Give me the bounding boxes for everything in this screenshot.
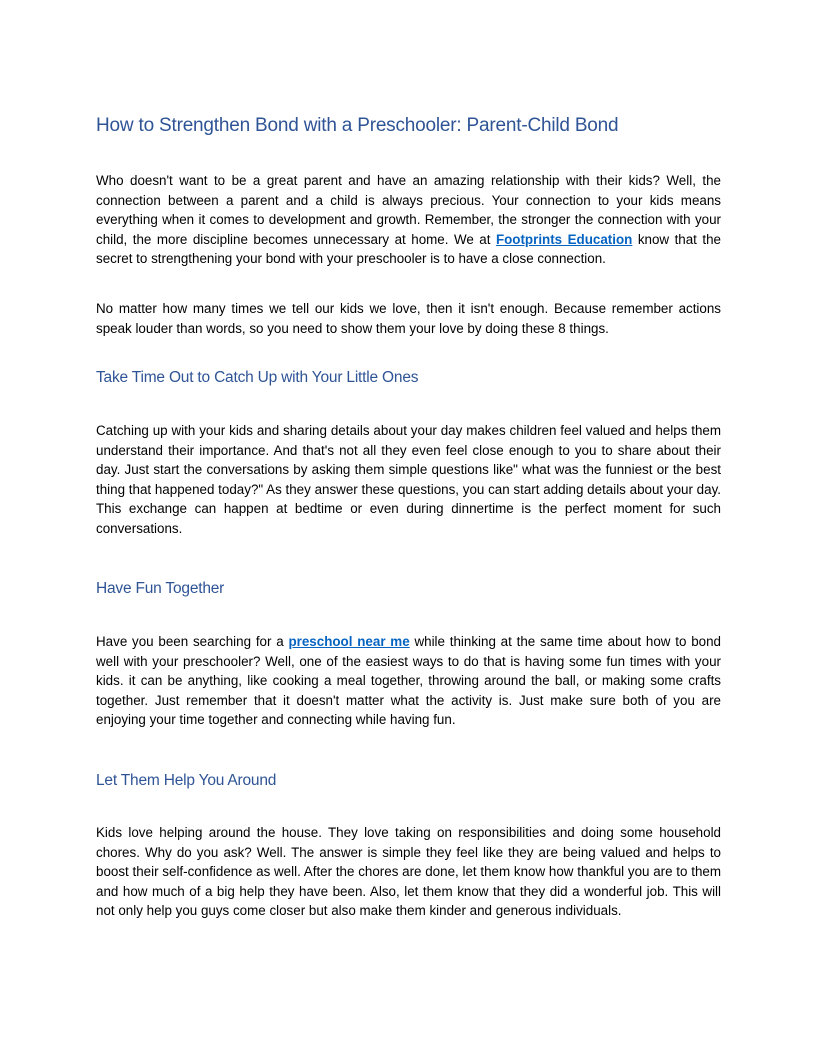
preschool-near-me-link[interactable]: preschool near me (288, 634, 410, 649)
intro-paragraph-1 (96, 171, 721, 269)
section-body-catch-up: Catching up with your kids and sharing details about your day makes children feel valued and helps them understand their importance. And that's not all they even feel close enough to you to share about their day. Just start the conversations by asking them simple questions like" what was the funniest or the best thing that happened today?" As they answer these questions, you can start adding details about your day. This exchange can happen at bedtime or even during dinnertime is the perfect moment for such conversations. (96, 423, 721, 536)
section-heading-help-around: Let Them Help You Around (96, 772, 277, 789)
footprints-education-link[interactable]: Footprints Education (495, 231, 633, 247)
section-body-help-around: Kids love helping around the house. They love taking on responsibilities and doing some household chores. Why do you ask? Well. The answer is simple they feel like they are being valued and helps to boost their self-confidence as well. After the chores are done, let them know how thankful you are to them and how much of a big help they have been. Also, let them know that they did a wonderful job. This will not only help you guys come closer but also make them kinder and generous individuals. (96, 825, 721, 919)
section-body-have-fun (96, 632, 721, 730)
intro-text-a: Who doesn't want to be a great parent and have an amazing relationship with their kids? Well, the connection between a parent and a child is always precious. Your connection to your kids means everything when it comes to development and growth. Remember, the stronger the connection with your child, the more discipline becomes unnecessary at home. We at (96, 173, 721, 247)
have-fun-text-a: Have you been searching for a (96, 634, 289, 649)
section-heading-catch-up: Take Time Out to Catch Up with Your Little Ones (96, 369, 419, 386)
intro-text-b: know that the secret to strengthening your bond with your preschooler is to have a close connection. (96, 231, 721, 267)
have-fun-text-b: while thinking at the same time about how to bond well with your preschooler? Well, one of the easiest ways to do that is having some fun times with your kids. it can be anything, like cooking a meal together, throwing around the ball, or making some crafts together. Just remember that it doesn't matter what the activity is. Just make sure both of you are enjoying your time together and connecting while having fun. (96, 634, 721, 728)
page-title: How to Strengthen Bond with a Preschooler: Parent-Child Bond (96, 115, 619, 136)
intro-paragraph-2: No matter how many times we tell our kids we love, then it isn't enough. Because remember actions speak louder than words, so you need to show them your love by doing these 8 things. (96, 301, 721, 336)
section-heading-have-fun: Have Fun Together (96, 580, 225, 597)
